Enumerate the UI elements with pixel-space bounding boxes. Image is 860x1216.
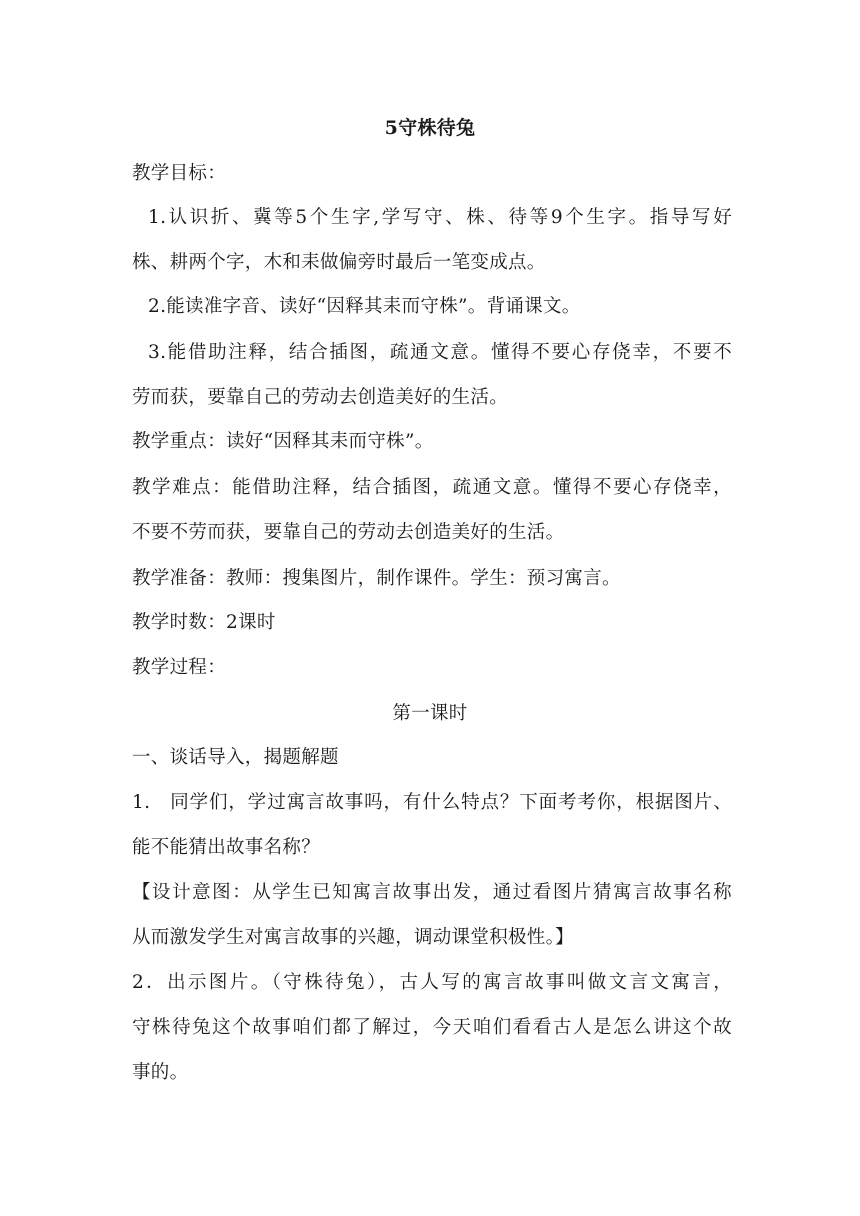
preparation: 教学准备：教师：搜集图片，制作课件。学生：预习寓言。 [132,568,621,589]
objective-1-line-1: 1.认识折、冀等5个生字,学写守、株、待等9个生字。指导写好 [148,207,732,228]
design-note-line-2: 从而激发学生对寓言故事的兴趣，调动课堂积极性。】 [132,927,574,948]
document-title: 5守株待兔 [384,117,476,139]
objective-1-line-2: 株、耕两个字，木和耒做偏旁时最后一笔变成点。 [132,252,546,273]
objectives-heading: 教学目标： [132,163,227,184]
objective-3-line-1: 3.能借助注释，结合插图，疏通文意。懂得不要心存侥幸，不要不 [148,342,732,363]
key-point: 教学重点：读好“因释其耒而守株”。 [132,431,434,452]
step-2-line-2: 守株待兔这个故事咱们都了解过，今天咱们看看古人是怎么讲这个故 [132,1017,732,1038]
step-2-line-3: 事的。 [132,1062,189,1083]
difficulty-line-2: 不要不劳而获，要靠自己的劳动去创造美好的生活。 [132,522,565,543]
duration: 教学时数：2课时 [132,612,276,633]
objective-2: 2.能读准字音、读好“因释其耒而守株”。背诵课文。 [148,296,581,317]
step-1-line-1: 1. 同学们，学过寓言故事吗，有什么特点？下面考考你，根据图片、 [132,792,732,813]
section-1-heading: 一、谈话导入，揭题解题 [132,747,339,768]
lesson-heading: 第一课时 [392,703,468,724]
step-1-line-2: 能不能猜出故事名称？ [132,837,321,858]
objective-3-line-2: 劳而获，要靠自己的劳动去创造美好的生活。 [132,387,509,408]
design-note-line-1: 【设计意图：从学生已知寓言故事出发，通过看图片猜寓言故事名称 [132,882,732,903]
process-heading: 教学过程： [132,657,227,678]
step-2-line-1: 2．出示图片。（守株待兔），古人写的寓言故事叫做文言文寓言， [132,972,732,993]
difficulty-line-1: 教学难点：能借助注释，结合插图，疏通文意。懂得不要心存侥幸， [132,477,732,498]
